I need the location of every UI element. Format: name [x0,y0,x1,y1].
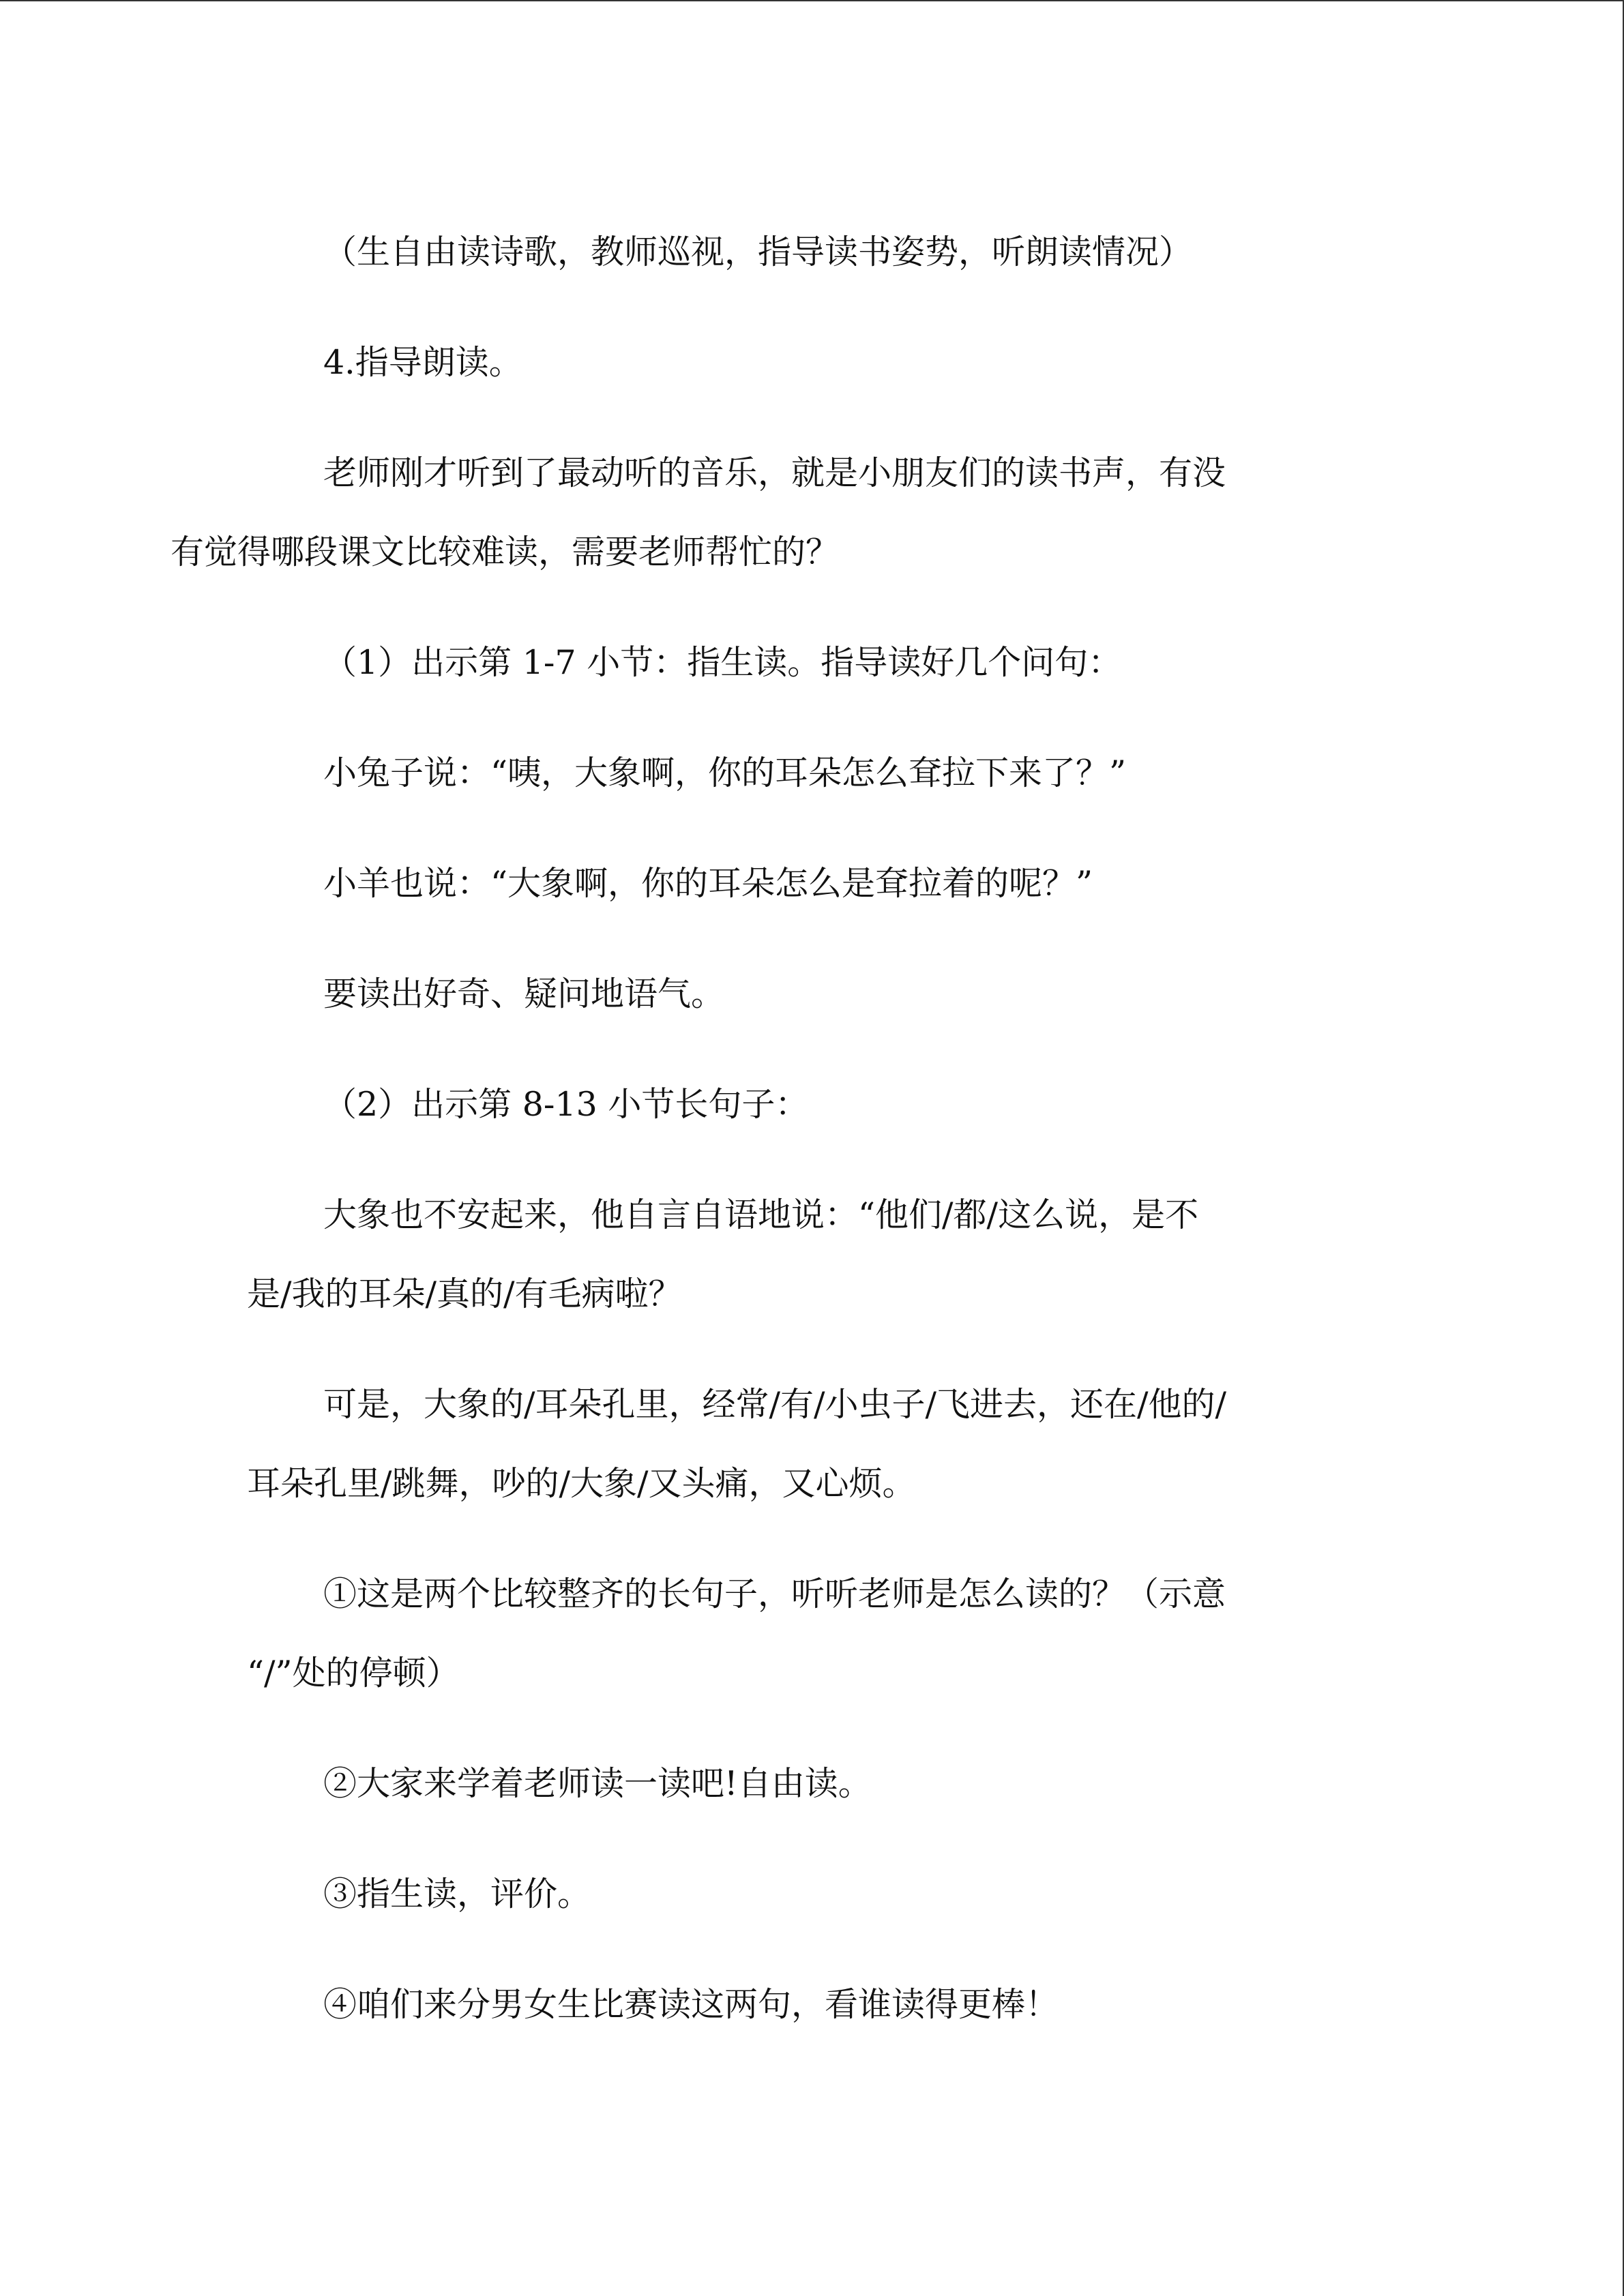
paragraph: 小羊也说：“大象啊，你的耳朵怎么是耷拉着的呢？” [323,864,1093,903]
paragraph-line: “/”处的停顿） [247,1654,460,1693]
paragraph: 要读出好奇、疑问地语气。 [323,974,725,1013]
paragraph: 小兔子说：“咦，大象啊，你的耳朵怎么耷拉下来了？” [323,754,1127,792]
paragraph-line: 可是，大象的/耳朵孔里，经常/有/小虫子/飞进去，还在/他的/ [323,1385,1227,1424]
paragraph [247,1555,1352,1713]
paragraph-line: 有觉得哪段课文比较难读，需要老师帮忙的？ [171,533,840,571]
paragraph-line: 老师刚才听到了最动听的音乐，就是小朋友们的读书声，有没 [323,453,1226,492]
paragraph-line: 大象也不安起来，他自言自语地说：“他们/都/这么说，是不 [323,1195,1199,1234]
paragraph: 4.指导朗读。 [323,343,522,382]
paragraph: ③指生读，评价。 [323,1875,591,1913]
paragraph: ④咱们来分男女生比赛读这两句，看谁读得更棒！ [323,1985,1059,2024]
paragraph [247,1176,1352,1334]
paragraph: （1）出示第 1-7 小节：指生读。指导读好几个问句： [323,643,1122,682]
paragraph-line: 是/我的耳朵/真的/有毛病啦？ [247,1274,682,1313]
document-body [171,213,1352,2076]
paragraph: ②大家来学着老师读一读吧!自由读。 [323,1764,872,1803]
paragraph: （生自由读诗歌，教师巡视，指导读书姿势，听朗读情况） [323,233,1193,271]
paragraph: （2）出示第 8-13 小节长句子： [323,1085,809,1124]
paragraph [247,1365,1352,1523]
paragraph [171,434,1352,592]
paragraph-line: 耳朵孔里/跳舞，吵的/大象/又头痛，又心烦。 [247,1464,916,1503]
paragraph-line: ①这是两个比较整齐的长句子，听听老师是怎么读的？（示意 [323,1575,1226,1613]
